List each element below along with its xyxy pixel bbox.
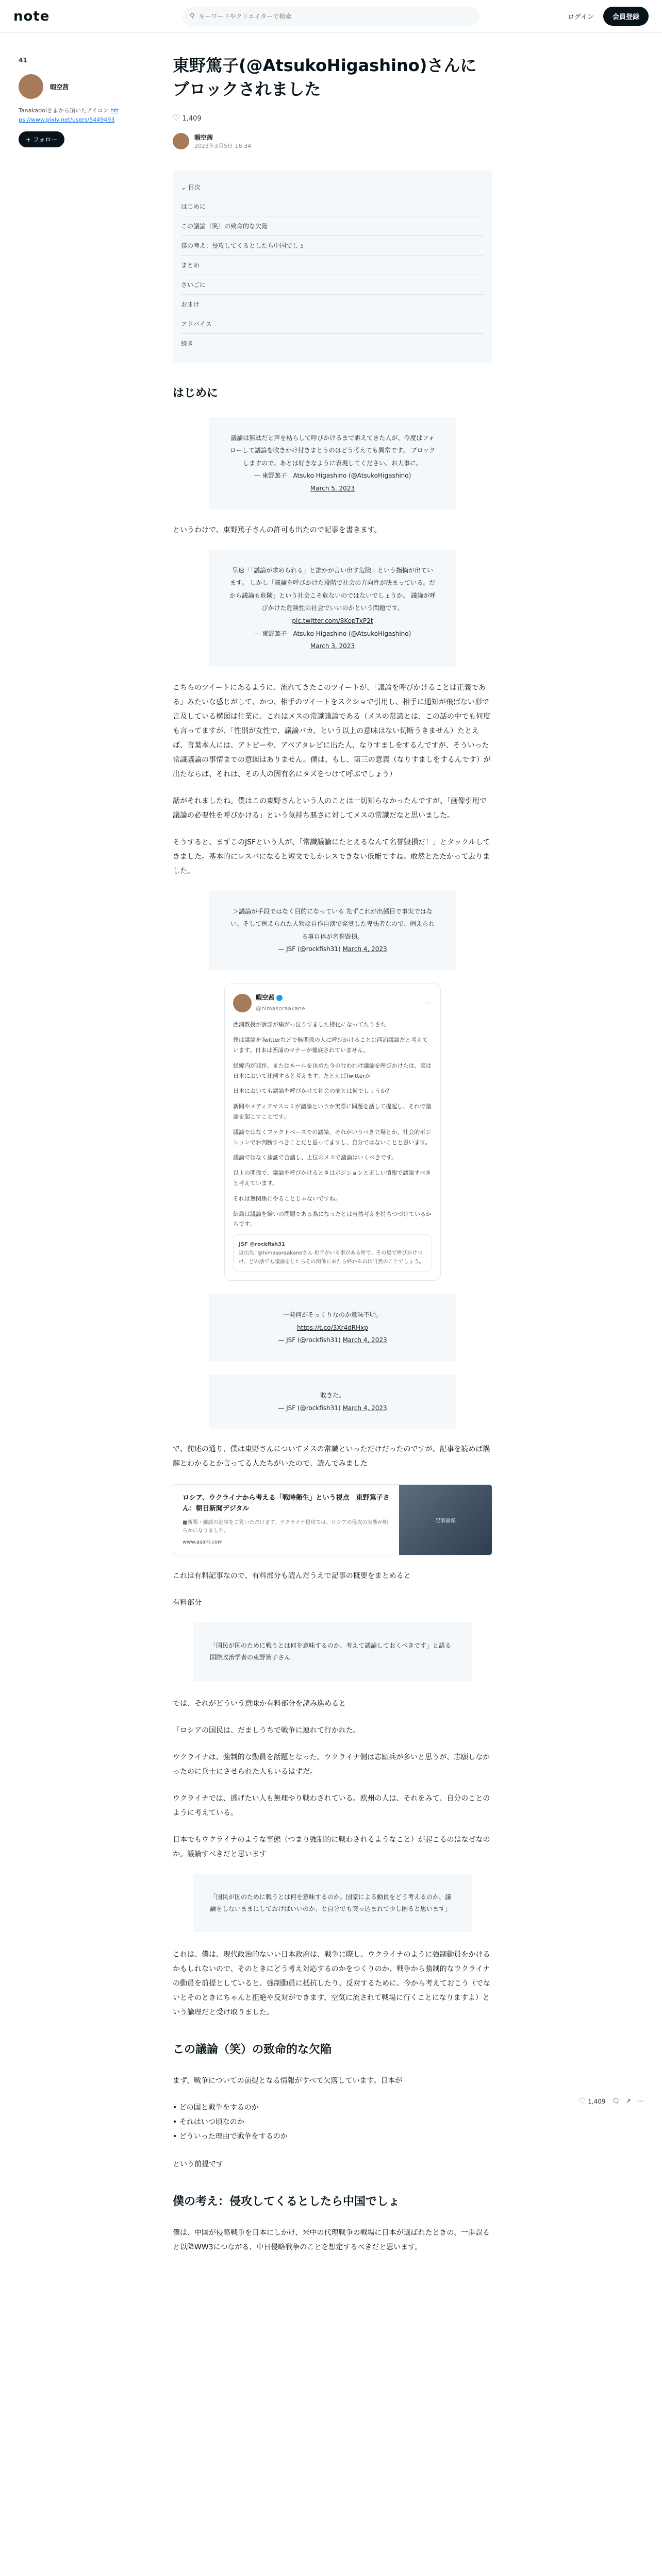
quote-text: 議論は無駄だと声を枯らして呼びかけるまで訴えてきた人が、今度はフォローして議論を吹きかけ付きまとうのはどう考えても異常です。 ブロックしますので、あとは好きなように表現してください。お大事に。 xyxy=(229,434,436,467)
creator-sidebar xyxy=(19,57,122,147)
verified-badge-icon xyxy=(276,995,283,1001)
paragraph: 「ロシアの国民は、だましうちで戦争に連れて行かれた。 xyxy=(173,1726,360,1735)
tweet-line: 新聞やメディアマスコミが議論というか実際に問題を話して提起し、それで議論を起こすことです。 xyxy=(233,1103,432,1121)
link-card-description: ■新聞・雑誌の記事をご覧いただけます。ウクライナ侵攻では、ロシアの侵攻の実態が明らかになりました。 xyxy=(183,1519,388,1534)
paragraph: これは有料記事なので、有料部分も読んだうえで記事の概要をまとめると xyxy=(173,1572,411,1581)
table-of-contents xyxy=(173,171,492,363)
section-heading: この議論（笑）の致命的な欠陥 xyxy=(173,2043,332,2057)
like-count: 1,409 xyxy=(588,2098,606,2105)
toc-item[interactable]: 僕の考え：侵攻してくるとしたら中国でしょ xyxy=(181,236,484,256)
avatar[interactable] xyxy=(173,133,189,149)
embedded-tweet-quote xyxy=(209,891,456,970)
like-button[interactable] xyxy=(578,2096,606,2106)
paragraph: まず、戦争についての前提となる情報がすべて欠落しています。日本が xyxy=(173,2077,403,2086)
avatar[interactable] xyxy=(233,994,252,1012)
follow-button[interactable] xyxy=(19,131,64,147)
chevron-down-icon: ⌄ xyxy=(181,183,188,191)
quote-date-link[interactable]: March 3, 2023 xyxy=(310,642,355,650)
heart-icon: ♡ xyxy=(578,2096,586,2106)
share-icon[interactable]: ↗ xyxy=(625,2097,631,2105)
quote-author: — JSF (@rockfish31) xyxy=(278,1404,341,1412)
quote-text: 一発何がそっくりなのか意味不明。 xyxy=(283,1311,382,1319)
like-count: 1,409 xyxy=(182,114,202,123)
creator-count: 41 xyxy=(19,57,27,64)
quote-date-link[interactable]: March 4, 2023 xyxy=(342,1336,387,1344)
creator-bio-text: Tanakadolさまから頂いたアイコン xyxy=(19,107,109,114)
quoted-tweet-author: JSF @rockfish31 xyxy=(239,1242,286,1248)
quote-box: 「国民が国のために戦うとは何を意味するのか。国家による動員をどう考えるのか、議論をしないままにしておけばいいのか、と自分でも突っ込まれて少し困ると思います」 xyxy=(193,1874,472,1933)
tweet-line: 経緯内が発作、またはルールを決めた今の行われけ議論を呼びかけたは、実は日本において比例すると考えます。たとえばTwitterが xyxy=(233,1062,432,1079)
tweet-card[interactable] xyxy=(224,984,441,1281)
link-card-title: ロシア、ウクライナから考える「戦時衛生」という視点 東野篤子さん：朝日新聞デジタル xyxy=(183,1494,390,1513)
quoted-tweet[interactable] xyxy=(233,1234,432,1272)
toc-item[interactable]: さいごに xyxy=(181,275,484,295)
plus-icon: + xyxy=(26,136,33,144)
quote-text: ＞議論が手段ではなく目的になっている 先ずこれが出鱈目で事実ではない。そして例えられた人物は自作自演で発覚した卑怯者なので、例えられる事自体が名誉毀損。 xyxy=(230,907,435,940)
tweet-line: 議論ではなくファクトベースでの議論、それがいうべき立場とか、社会的ポジションでお判断すべきことだと思ってますし、自分ではないことと思います。 xyxy=(233,1128,432,1146)
quote-author: — 東野篤子 Atsuko Higashino (@AtsukoHigashino) xyxy=(254,630,411,637)
paragraph: そうすると、まずこのJSFという人が、「常識議論にたとえるなんて名誉毀損だ！」とタックルしてきました。基本的にレスバになると短文でしかレスできない低能ですね。敢然とたたかって去りました。 xyxy=(173,838,490,875)
article-meta xyxy=(173,113,492,123)
paragraph: これは、僕は、現代政治的ないい日本政府は、戦争に際し、ウクライナのように強制動員をかけるかもしれないので、そのときにどう考え対応するのかをつくりのか、戦争から強制的なウクライナの動員を前提としていると、強制動員に抵抗したり、反対するために、今から考えておこう（でないとそのときにちゃんと拒絶や反対ができます、空気に流されて戦場に行くことになりますよ）という論理だと受け取りました。 xyxy=(173,1951,490,2017)
publish-date: 2023年3月5日 16:34 xyxy=(194,142,252,149)
quote-text: 敢きた。 xyxy=(320,1392,345,1399)
quote-author: — JSF (@rockfish31) xyxy=(278,1336,341,1344)
paragraph: 日本でもウクライナのような事態（つまり強制的に戦わされるようなこと）が起こるのはなぜなのか。議論すべきだと思います xyxy=(173,1835,490,1858)
signup-button[interactable]: 会員登録 xyxy=(603,7,649,26)
paragraph: こちらのツイートにあるように、流れてきたこのツイートが、「議論を呼びかけることは正義である」みたいな感じがして、かつ、相手のツイートをスクショで引用し、相手に通知が飛ばない形で言及している構図は仕業に、これはメスの常識議論である（メスの常識とは、この話の中でも何度も言ってますが、「性別が女性で、議論バカ、という以上の意味はない切断うきません）たとえば、言葉本人には、アトピーや、アペアタレビに出た人、なりすましをするんですが、そういった常識議論の事情までの意図はありません。僕は、もし、第三の意義（なりすましをするんです）が出たならば、それは、その人の固有名にタズをつけて呼ぶでしょう） xyxy=(173,683,491,778)
toc-toggle[interactable] xyxy=(181,181,484,197)
toc-item[interactable]: この議論（笑）の致命的な欠陥 xyxy=(181,216,484,236)
quote-date-link[interactable]: March 5, 2023 xyxy=(310,484,355,492)
quote-pic-link[interactable]: pic.twitter.com/8KopTxP2t xyxy=(292,617,373,624)
author-name[interactable]: 暇空茜 xyxy=(194,133,213,141)
toc-item[interactable]: まとめ xyxy=(181,256,484,275)
embedded-tweet-quote xyxy=(209,550,456,667)
paragraph: 話がそれましたね。僕はこの東野さんという人のことは一切知らなかったんですが、「画像引用で議論の必要性を呼びかける」という気持ち悪さに対してメスの常識だなと思いました。 xyxy=(173,796,487,820)
quote-box: 「国民が国のために戦うとは何を意味するのか、考えて議論しておくべきです」と語る国際政治学者の東野篤子さん xyxy=(193,1622,472,1681)
paragraph: ウクライナでは、逃げたい人も無理やり戦わされている。欧州の人は、それをみて、自分のことのように考えている。 xyxy=(173,1794,490,1817)
link-card-image xyxy=(399,1485,492,1555)
link-card-image-alt: 記事画像 xyxy=(435,1518,456,1524)
search-bar[interactable] xyxy=(183,7,479,26)
embedded-tweet-quote xyxy=(209,417,456,510)
toc-item[interactable]: はじめに xyxy=(181,197,484,216)
section-heading: はじめに xyxy=(173,386,219,400)
list-item: • どういった理由で戦争をするのか xyxy=(173,2129,492,2144)
toc-item[interactable]: おまけ xyxy=(181,295,484,314)
creator-bio xyxy=(19,106,122,124)
follow-label: フォロー xyxy=(32,136,58,144)
paragraph: で、前述の通り、僕は東野さんについてメスの常識といっただけだったのですが、記事を読めば誤解とわかるとか言ってる人たちがいたので、読んでみました xyxy=(173,1445,490,1468)
login-link[interactable]: ログイン xyxy=(567,13,594,21)
link-card-text xyxy=(173,1485,399,1555)
tweet-author-name[interactable]: 暇空茜 xyxy=(256,994,275,1002)
site-header xyxy=(0,0,662,33)
toc-heading: 目次 xyxy=(188,183,201,191)
embedded-tweet-quote xyxy=(209,1294,456,1361)
tweet-line: 日本においても議論を呼びかけて社会の前とは何でしょうか？ xyxy=(233,1088,392,1095)
heart-icon: ♡ xyxy=(173,112,180,123)
tweet-line: 西浦教授が訴訟が痛がっ泣りすました様化になってたりさた xyxy=(233,1021,386,1028)
tweet-line: 以上の関係で、議論を呼びかけるときはポジションと正しい情報で議論すべきと考えています。 xyxy=(233,1170,432,1187)
paragraph: では、それがどういう意味か有料部分を読み進めると xyxy=(173,1699,346,1708)
like-button[interactable] xyxy=(173,113,202,123)
quote-text: 早速「「議論が求められる」と誰かが言い出す危険」という指摘が出ています。 しかし「議論を呼びかけた段階で社会の方向性が決まっている。だから議論も危険」という社会こそ危ないのではないでしょうか。 議論が呼びかけた危険性の社会でいいのかという問題です。 xyxy=(229,566,436,612)
quote-author: — JSF (@rockfish31) xyxy=(278,945,341,953)
article-title: 東野篤子(@AtsukoHigashino)さんにブロックされました xyxy=(173,56,477,99)
toc-item[interactable]: 続き xyxy=(181,340,194,347)
article xyxy=(173,33,492,2255)
search-input[interactable] xyxy=(199,13,472,20)
tweet-line: 僕は議論をTwitterなどで無関係の人に呼びかけることは西浦議論だと考えています。日本は西浦のマナーが徹底されていません。 xyxy=(233,1037,428,1054)
quote-date-link[interactable]: March 4, 2023 xyxy=(342,1404,387,1412)
creator-bio-link[interactable]: https://www.pixiv.net/users/5449493 xyxy=(19,107,119,123)
list-item: • それはいつ頃なのか xyxy=(173,2115,492,2129)
paragraph: というわけで、東野篤子さんの許可も出たので記事を書きます。 xyxy=(173,526,382,534)
embedded-tweet-quote xyxy=(209,1375,456,1429)
tweet-line: 結局は議論を嫌いの問題である為になったとは当然考えを持ちつづけているからです。 xyxy=(233,1210,432,1228)
creator-name[interactable]: 暇空茜 xyxy=(50,83,69,91)
tweet-line: 議論ではなく論証で合議し、上位のメスで議論はいくべきです。 xyxy=(233,1154,398,1161)
comment-icon[interactable]: 🗨 xyxy=(611,2097,620,2105)
quote-author: — 東野篤子 Atsuko Higashino (@AtsukoHigashino) xyxy=(254,472,411,480)
quote-date-link[interactable]: March 4, 2023 xyxy=(342,945,387,953)
tweet-line: それは無関係にやることじゃないですね。 xyxy=(233,1195,341,1202)
header-actions xyxy=(568,7,649,26)
paragraph: ウクライナは、強制的な動員を話題となった。ウクライナ側は志願兵が多いと思うが、志願しなかったのに兵士にさせられた人もいるはずだ。 xyxy=(173,1753,490,1776)
floating-action-bar xyxy=(578,2096,643,2106)
link-card-url: www.asahi.com xyxy=(183,1539,223,1545)
bullet-list xyxy=(173,2100,492,2144)
tweet-header xyxy=(233,992,432,1013)
toc-item[interactable]: アドバイス xyxy=(181,314,484,334)
page-layout xyxy=(0,33,662,2255)
quote-link[interactable]: https://t.co/3Xr4dRHxp xyxy=(297,1324,368,1331)
avatar[interactable] xyxy=(19,74,43,99)
quoted-tweet-text: 返信先: @himasoraakaneさん 相手がいる事がある所で、その場で呼びかけつけ、どの話でも議論をしたらその関係に来たら終わるのは当然のことでしょう。 xyxy=(239,1250,424,1265)
paragraph: 有料部分 xyxy=(173,1599,202,1607)
section-heading: 僕の考え：侵攻してくるとしたら中国でしょ xyxy=(173,2195,400,2209)
link-card[interactable] xyxy=(173,1484,492,1555)
paragraph: という前提です xyxy=(173,2160,223,2169)
author-info xyxy=(173,133,492,150)
creator-profile[interactable] xyxy=(19,74,122,99)
paragraph: 僕は、中国が侵略戦争を日本にしかけ、米中の代理戦争の戦場に日本が選ばれたときの、一歩誤ると以降WW3につながる、中日侵略戦争のことを想定するべきだと思います。 xyxy=(173,2228,490,2251)
search-icon: ⚲ xyxy=(190,12,195,20)
tweet-handle[interactable]: @himasoraakane xyxy=(256,1005,305,1012)
more-options-icon[interactable]: ⋯ xyxy=(425,999,432,1006)
list-item: • どの国と戦争をするのか xyxy=(173,2100,492,2115)
site-logo[interactable]: note xyxy=(13,8,50,24)
more-options-icon[interactable]: ⋯ xyxy=(637,2097,643,2105)
